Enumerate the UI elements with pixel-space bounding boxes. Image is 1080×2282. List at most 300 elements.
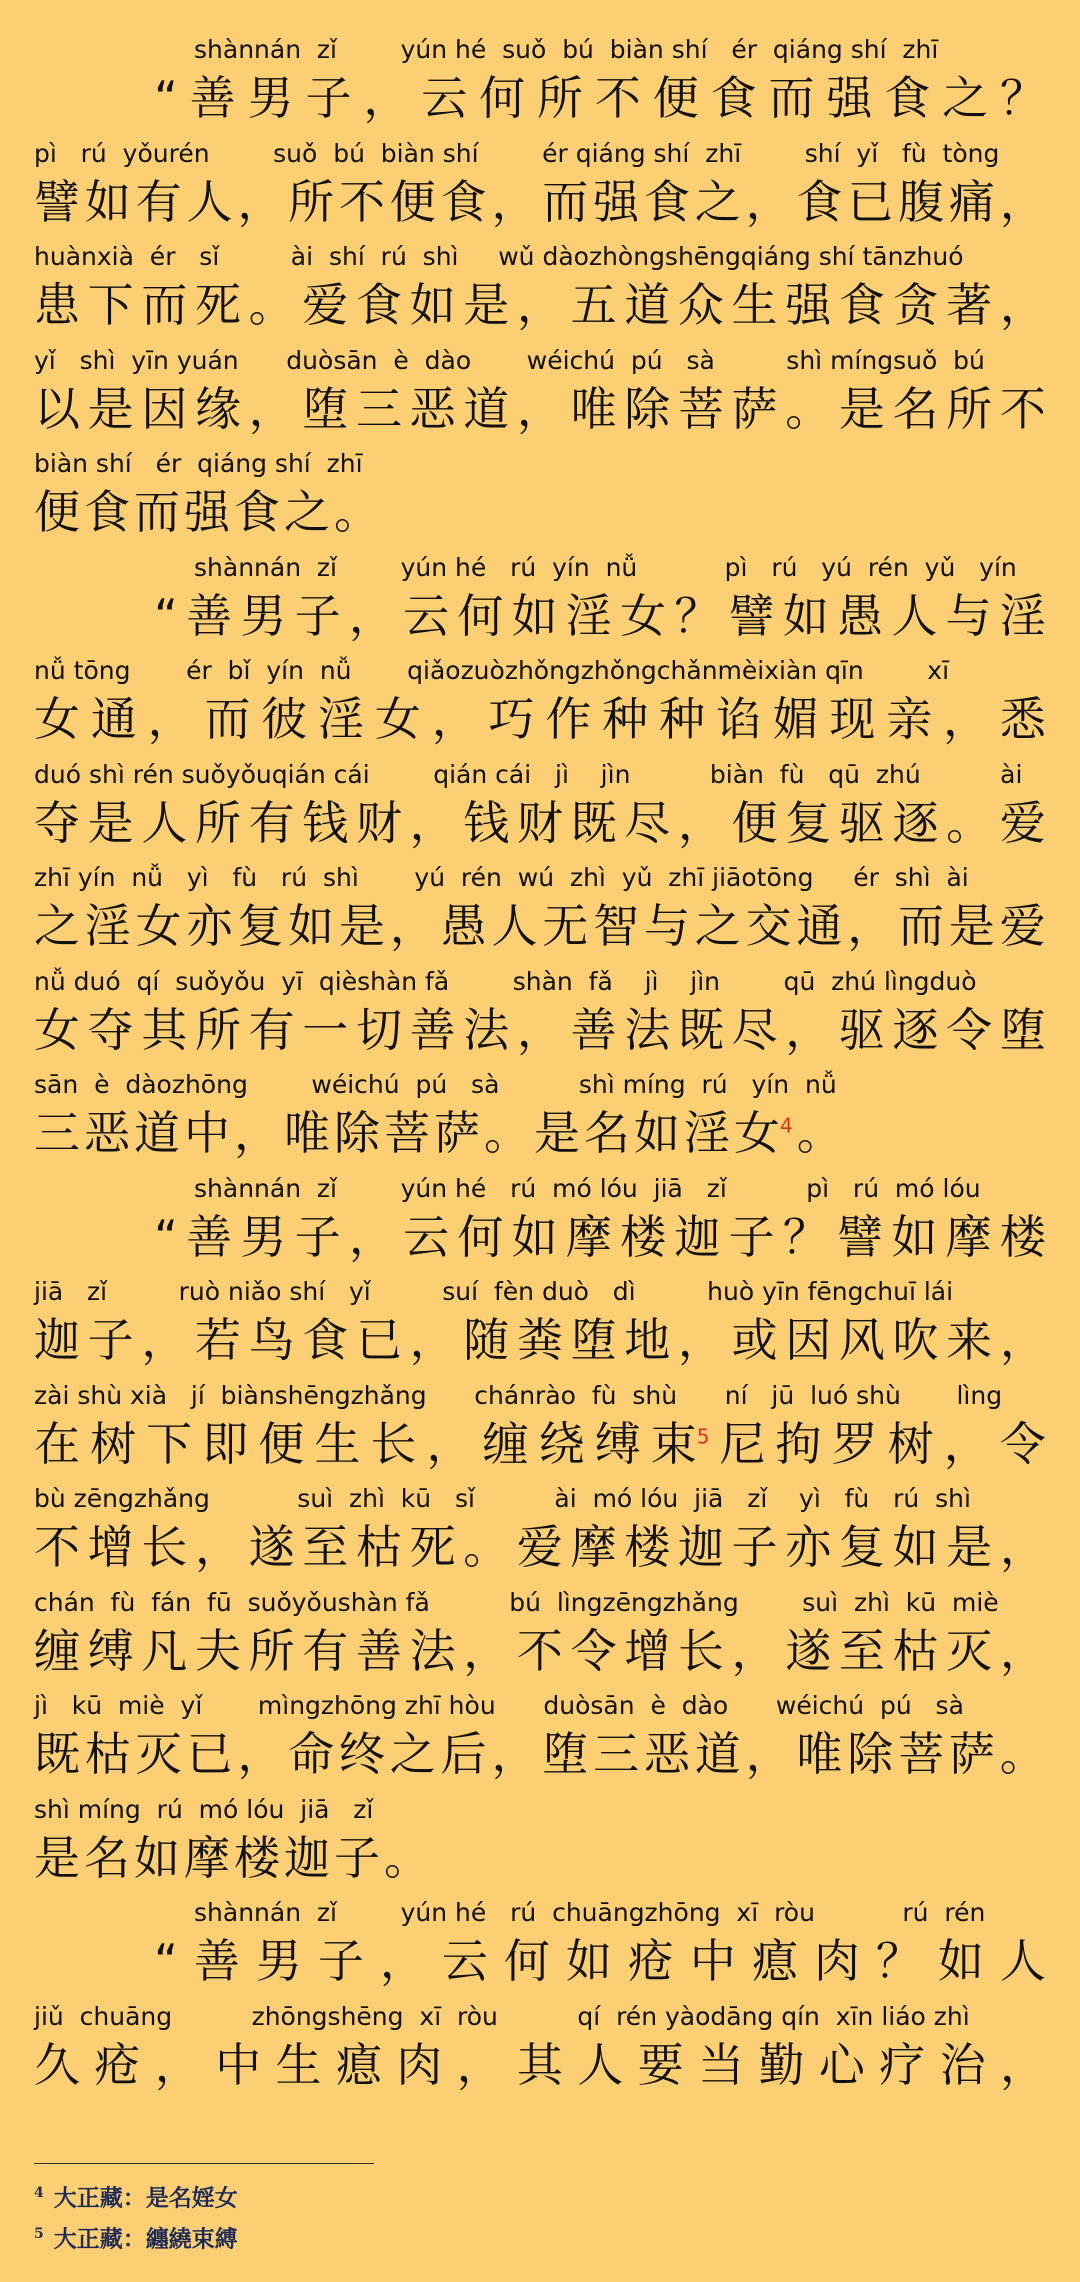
hanzi-char: 媚 <box>772 692 819 746</box>
hanzi-char: 摩 <box>945 1209 992 1264</box>
hanzi-char: 久 <box>34 2037 80 2092</box>
hanzi-char: 所 <box>946 381 993 436</box>
hanzi-char: 萨 <box>948 1727 995 1781</box>
hanzi-char: “ <box>154 71 178 125</box>
hanzi-char: 不 <box>594 71 641 125</box>
hanzi-line <box>34 1414 1046 1474</box>
hanzi-char: 云 <box>421 71 468 125</box>
hanzi-line <box>34 1103 1046 1163</box>
pinyin-line: shànnán zǐ yún hé rú chuāngzhōng xī ròu rú rén <box>194 1898 986 1927</box>
hanzi-char: 。 <box>248 278 295 332</box>
hanzi-char: 绕 <box>538 1416 585 1471</box>
hanzi-char: 疮 <box>627 1934 674 1988</box>
hanzi-char: 恶 <box>409 381 456 436</box>
hanzi-char: 勤 <box>758 2037 805 2092</box>
pinyin-line: sān è dàozhōng wéichú pú sà shì míng rú yín nǚ <box>34 1070 837 1099</box>
hanzi-char: 其 <box>517 2037 563 2092</box>
hanzi-char: 驱 <box>838 1002 885 1057</box>
hanzi-char: 缠 <box>34 1623 80 1678</box>
hanzi-char: ？ <box>875 1934 922 1988</box>
hanzi-line <box>154 586 1046 646</box>
hanzi-char: ， <box>234 1106 280 1160</box>
hanzi-char: 有 <box>135 174 182 229</box>
hanzi-char: 地 <box>624 1313 671 1367</box>
hanzi-line <box>34 172 1046 232</box>
hanzi-char: 楼 <box>620 1209 667 1264</box>
hanzi-char: 患 <box>34 278 80 332</box>
hanzi-char: 恶 <box>84 1106 130 1160</box>
hanzi-char: 下 <box>87 278 134 332</box>
hanzi-char: 谄 <box>715 692 762 746</box>
hanzi-char: ， <box>237 174 284 229</box>
hanzi-char: 既 <box>34 1727 80 1781</box>
hanzi-char: 而 <box>898 899 945 953</box>
hanzi-char: 中 <box>215 2037 262 2092</box>
hanzi-line <box>34 1724 1046 1784</box>
hanzi-char: ， <box>456 2037 503 2092</box>
hanzi-char: 萨 <box>731 381 778 436</box>
hanzi-char: 如 <box>891 1209 938 1264</box>
hanzi-char: 何 <box>457 588 504 643</box>
hanzi-char: 。 <box>999 1727 1046 1781</box>
hanzi-char: 夺 <box>87 1002 134 1057</box>
hanzi-char: ， <box>516 278 563 332</box>
hanzi-char: 淫 <box>999 588 1046 643</box>
hanzi-char: 而 <box>768 71 815 125</box>
hanzi-char: 善 <box>193 1934 240 1988</box>
hanzi-char: 道 <box>624 278 671 332</box>
hanzi-char: 如 <box>288 899 335 953</box>
hanzi-char: 中 <box>689 1934 736 1988</box>
hanzi-char: 因 <box>785 1313 832 1367</box>
hanzi-char: 子 <box>317 1934 364 1988</box>
hanzi-char: 如 <box>782 588 829 643</box>
text-line <box>34 444 1046 544</box>
hanzi-char: 遂 <box>248 1520 295 1574</box>
hanzi-char: 腹 <box>898 174 945 229</box>
hanzi-char: ， <box>491 174 538 229</box>
hanzi-char: 当 <box>698 2037 745 2092</box>
hanzi-char: ， <box>348 588 395 643</box>
hanzi-char: 著 <box>946 278 993 332</box>
hanzi-char: 不 <box>338 174 385 229</box>
hanzi-char: ， <box>1000 2037 1046 2092</box>
hanzi-char: 而 <box>134 485 180 539</box>
pinyin-line: nǚ tōng ér bǐ yín nǚ qiǎozuòzhǒngzhǒngchǎnmèixiàn qīn xī <box>34 656 950 685</box>
hanzi-char: 凡 <box>141 1623 188 1678</box>
hanzi-char: 缘 <box>194 381 241 436</box>
hanzi-char: ， <box>409 795 456 850</box>
hanzi-char: 如 <box>565 1934 612 1988</box>
pinyin-line: jiā zǐ ruò niǎo shí yǐ suí fèn duò dì huò yīn fēngchuī lái <box>34 1277 954 1306</box>
text-line <box>34 1893 1046 1993</box>
hanzi-char: 三 <box>34 1106 80 1160</box>
hanzi-char: 逐 <box>892 1002 939 1057</box>
hanzi-char: 淫 <box>84 899 131 953</box>
hanzi-char: 命 <box>288 1727 335 1781</box>
hanzi-char: 。 <box>785 381 832 436</box>
footnote-text: 大正藏：纏繞束縛 <box>53 2225 238 2253</box>
hanzi-char: ， <box>348 1209 395 1264</box>
hanzi-char: 尽 <box>624 795 671 850</box>
hanzi-char: ， <box>999 1520 1046 1574</box>
hanzi-char: 终 <box>338 1727 385 1781</box>
hanzi-line <box>34 896 1046 956</box>
hanzi-char: 何 <box>457 1209 504 1264</box>
hanzi-char: ， <box>516 1002 563 1057</box>
hanzi-char: 便 <box>34 485 80 539</box>
hanzi-char: 善 <box>570 1002 617 1057</box>
hanzi-char: 女 <box>620 588 667 643</box>
hanzi-char: ， <box>431 692 478 746</box>
hanzi-char: ， <box>745 1727 792 1781</box>
hanzi-char: 疮 <box>94 2037 141 2092</box>
pinyin-line: nǚ duó qí suǒyǒu yī qièshàn fǎ shàn fǎ jì jìn qū zhú lìngduò <box>34 966 977 996</box>
hanzi-char: ， <box>999 1623 1046 1678</box>
hanzi-char: ， <box>677 795 724 850</box>
hanzi-char: 交 <box>745 899 792 953</box>
hanzi-char: 人 <box>186 174 233 229</box>
hanzi-line <box>34 482 1046 542</box>
hanzi-char: 。 <box>463 1520 510 1574</box>
hanzi-char: ， <box>491 1727 538 1781</box>
hanzi-char: 道 <box>134 1106 180 1160</box>
hanzi-char: 子 <box>305 71 352 125</box>
hanzi-char: 树 <box>90 1416 137 1471</box>
hanzi-char: 以 <box>34 381 80 436</box>
hanzi-char: 强 <box>184 485 230 539</box>
hanzi-char: ， <box>943 692 989 746</box>
text-line <box>34 1583 1046 1683</box>
hanzi-char: 亦 <box>186 899 233 953</box>
hanzi-char: 是 <box>946 1520 993 1574</box>
text-line <box>34 1686 1046 1786</box>
hanzi-line <box>34 1621 1046 1681</box>
hanzi-char: ， <box>363 71 410 125</box>
hanzi-char: 除 <box>847 1727 894 1781</box>
hanzi-char: 迦 <box>677 1520 724 1574</box>
hanzi-char: ， <box>147 692 194 746</box>
hanzi-char: ， <box>248 381 295 436</box>
pinyin-line: biàn shí ér qiáng shí zhī <box>34 449 363 478</box>
hanzi-char: 是 <box>34 1830 80 1885</box>
hanzi-char: 便 <box>731 795 778 850</box>
hanzi-char: 而 <box>141 278 188 332</box>
hanzi-line <box>34 275 1046 335</box>
hanzi-char: 树 <box>887 1416 934 1471</box>
hanzi-char: 心 <box>818 2037 865 2092</box>
text-line <box>34 1790 1046 1890</box>
hanzi-char: 三 <box>355 381 402 436</box>
hanzi-char: 枯 <box>355 1520 402 1574</box>
hanzi-char: 唯 <box>570 381 617 436</box>
hanzi-char: 死 <box>194 278 241 332</box>
hanzi-char: 尼 <box>719 1416 766 1471</box>
hanzi-char: 悉 <box>999 692 1046 746</box>
hanzi-char: 子 <box>334 1830 380 1885</box>
hanzi-char: 。 <box>484 1106 530 1160</box>
hanzi-char: 长 <box>677 1623 724 1678</box>
hanzi-char: ？ <box>782 1209 829 1264</box>
hanzi-char: 食 <box>710 71 757 125</box>
hanzi-char: 子 <box>294 1209 341 1264</box>
hanzi-char: “ <box>154 588 178 643</box>
hanzi-char: 瘜 <box>335 2037 382 2092</box>
hanzi-char: 来 <box>946 1313 993 1367</box>
hanzi-char: 尽 <box>731 1002 778 1057</box>
hanzi-char: 驱 <box>838 795 885 850</box>
pinyin-line: shànnán zǐ yún hé rú yín nǚ pì rú yú rén yǔ yín <box>194 552 1017 582</box>
hanzi-char: 财 <box>516 795 563 850</box>
hanzi-char: ？ <box>674 588 721 643</box>
hanzi-char: 唯 <box>796 1727 843 1781</box>
hanzi-char: 死 <box>409 1520 456 1574</box>
footnote-text: 大正藏：是名婬女 <box>53 2184 238 2212</box>
hanzi-char: 强 <box>785 278 832 332</box>
hanzi-char: 堕 <box>999 1002 1046 1057</box>
hanzi-char: 增 <box>624 1623 671 1678</box>
hanzi-char: 肉 <box>396 2037 443 2092</box>
hanzi-char: 钱 <box>463 795 510 850</box>
pinyin-line: zài shù xià jí biànshēngzhǎng chánrào fù shù ní jū luó shù lìng <box>34 1380 1003 1410</box>
hanzi-char: 三 <box>593 1727 640 1781</box>
hanzi-char: 至 <box>302 1520 349 1574</box>
hanzi-char: 众 <box>677 278 724 332</box>
hanzi-char: 逐 <box>892 795 939 850</box>
hanzi-char: 善 <box>355 1623 402 1678</box>
hanzi-char: 是 <box>338 899 385 953</box>
hanzi-char: 。 <box>946 795 993 850</box>
hanzi-char: 譬 <box>837 1209 884 1264</box>
hanzi-char: 子 <box>294 588 341 643</box>
hanzi-char: 有 <box>248 795 295 850</box>
hanzi-char: 缠 <box>482 1416 529 1471</box>
pinyin-line: jiǔ chuāng zhōngshēng xī ròu qí rén yàodāng qín xīn liáo zhì <box>34 2001 970 2031</box>
hanzi-char: 楼 <box>624 1520 671 1574</box>
hanzi-char: 夫 <box>194 1623 241 1678</box>
hanzi-char: 迦 <box>34 1313 80 1367</box>
hanzi-char: 食 <box>84 485 130 539</box>
hanzi-char: 生 <box>731 278 778 332</box>
hanzi-line <box>34 379 1046 439</box>
hanzi-char: 法 <box>624 1002 671 1057</box>
hanzi-char: 罗 <box>831 1416 878 1471</box>
text-line <box>34 755 1046 855</box>
pinyin-line: chán fù fán fū suǒyǒushàn fǎ bú lìngzēngzhǎng suì zhì kū miè <box>34 1587 999 1617</box>
hanzi-char: 法 <box>463 1002 510 1057</box>
hanzi-char: 不 <box>999 381 1046 436</box>
hanzi-char: 摩 <box>570 1520 617 1574</box>
text-line <box>34 134 1046 234</box>
hanzi-char: 已 <box>186 1727 233 1781</box>
hanzi-char: 道 <box>694 1727 741 1781</box>
hanzi-char: 如 <box>892 1520 939 1574</box>
hanzi-char: 男 <box>240 1209 287 1264</box>
hanzi-char: 已 <box>355 1313 402 1367</box>
hanzi-char: ， <box>516 381 563 436</box>
hanzi-line <box>34 793 1046 853</box>
hanzi-char: 中 <box>184 1106 230 1160</box>
hanzi-char: 女$^4$ <box>734 1106 793 1160</box>
hanzi-char: 生 <box>275 2037 322 2092</box>
hanzi-char: ， <box>389 899 436 953</box>
hanzi-char: 善 <box>409 1002 456 1057</box>
hanzi-char: 子 <box>731 1520 778 1574</box>
hanzi-char: 淫 <box>565 588 612 643</box>
hanzi-char: 摩 <box>565 1209 612 1264</box>
hanzi-char: 即 <box>202 1416 249 1471</box>
hanzi-char: 除 <box>334 1106 380 1160</box>
text-line <box>34 1997 1046 2097</box>
hanzi-char: 是 <box>534 1106 580 1160</box>
hanzi-char: 愚 <box>440 899 487 953</box>
footnote-5 <box>34 2216 238 2252</box>
text-line <box>34 962 1046 1062</box>
hanzi-char: 食 <box>643 174 690 229</box>
hanzi-char: 而 <box>204 692 251 746</box>
hanzi-char: ， <box>999 174 1046 229</box>
hanzi-char: 而 <box>542 174 589 229</box>
hanzi-char: 堕 <box>302 381 349 436</box>
hanzi-char: 下 <box>146 1416 193 1471</box>
hanzi-char: 已 <box>847 174 894 229</box>
hanzi-char: 何 <box>503 1934 550 1988</box>
hanzi-char: 随 <box>463 1313 510 1367</box>
hanzi-char: 爱 <box>999 795 1046 850</box>
hanzi-char: 不 <box>34 1520 80 1574</box>
hanzi-char: 是 <box>948 899 995 953</box>
hanzi-char: 楼 <box>234 1830 280 1885</box>
hanzi-char: 与 <box>945 588 992 643</box>
hanzi-char: 云 <box>403 588 450 643</box>
text-line <box>34 651 1046 751</box>
pinyin-line: shì míng rú mó lóu jiā zǐ <box>34 1794 374 1824</box>
hanzi-char: 束$^5$ <box>650 1416 710 1471</box>
footnote-number: 5 <box>34 2226 44 2242</box>
pinyin-line: jì kū miè yǐ mìngzhōng zhī hòu duòsān è dào wéichú pú sà <box>34 1691 964 1720</box>
hanzi-char: 是 <box>87 381 134 436</box>
hanzi-char: 令 <box>570 1623 617 1678</box>
hanzi-char: 肉 <box>813 1934 860 1988</box>
hanzi-char: 譬 <box>728 588 775 643</box>
hanzi-char: ， <box>785 1002 832 1057</box>
pinyin-line: shànnán zǐ yún hé suǒ bú biàn shí ér qiáng shí zhī <box>194 35 939 64</box>
hanzi-char: 迦 <box>674 1209 721 1264</box>
hanzi-char: 复 <box>237 899 284 953</box>
hanzi-char: 鸟 <box>248 1313 295 1367</box>
hanzi-char: 之 <box>34 899 80 953</box>
hanzi-char: ？ <box>999 71 1046 125</box>
hanzi-char: 通 <box>796 899 843 953</box>
hanzi-char: 人 <box>891 588 938 643</box>
hanzi-char: ， <box>745 174 792 229</box>
hanzi-char: 种 <box>602 692 649 746</box>
hanzi-char: 智 <box>593 899 640 953</box>
hanzi-char: 钱 <box>302 795 349 850</box>
text-line <box>34 1169 1046 1269</box>
hanzi-char: 风 <box>838 1313 885 1367</box>
hanzi-char: 强 <box>826 71 873 125</box>
hanzi-char: 唯 <box>284 1106 330 1160</box>
hanzi-char: 生 <box>314 1416 361 1471</box>
text-line <box>34 341 1046 441</box>
hanzi-char: 淫 <box>318 692 365 746</box>
text-line <box>34 1272 1046 1372</box>
hanzi-char: 彼 <box>261 692 308 746</box>
hanzi-char: 之 <box>284 485 330 539</box>
hanzi-char: 。 <box>384 1830 430 1885</box>
hanzi-char: ， <box>943 1416 990 1471</box>
hanzi-char: 子 <box>728 1209 775 1264</box>
hanzi-char: 五 <box>570 278 617 332</box>
hanzi-char: 堕 <box>542 1727 589 1781</box>
hanzi-char: 食 <box>302 1313 349 1367</box>
hanzi-char: 有 <box>302 1623 349 1678</box>
hanzi-char: 夺 <box>34 795 80 850</box>
hanzi-char: 子 <box>87 1313 134 1367</box>
hanzi-char: 巧 <box>488 692 535 746</box>
hanzi-char: 。 <box>796 1106 843 1160</box>
hanzi-char: 缚 <box>594 1416 641 1471</box>
hanzi-line <box>34 689 1046 749</box>
hanzi-char: 萨 <box>434 1106 480 1160</box>
hanzi-char: 除 <box>624 381 671 436</box>
hanzi-char: 所 <box>194 795 241 850</box>
hanzi-char: 如 <box>511 588 558 643</box>
pinyin-line: duó shì rén suǒyǒuqián cái qián cái jì jìn biàn fù qū zhú ài <box>34 759 1023 789</box>
hanzi-char: 之 <box>694 174 741 229</box>
pinyin-line: zhī yín nǚ yì fù rú shì yú rén wú zhì yǔ zhī jiāotōng ér shì ài <box>34 863 969 892</box>
text-line <box>34 1376 1046 1476</box>
hanzi-char: 食 <box>440 174 487 229</box>
hanzi-char: 食 <box>355 278 402 332</box>
hanzi-char: ， <box>141 1313 188 1367</box>
hanzi-char: 长 <box>370 1416 417 1471</box>
hanzi-char: ， <box>237 1727 284 1781</box>
hanzi-char: 女 <box>34 692 80 746</box>
hanzi-line <box>154 1931 1046 1991</box>
hanzi-char: 治 <box>939 2037 986 2092</box>
hanzi-char: 便 <box>652 71 699 125</box>
hanzi-char: 其 <box>141 1002 188 1057</box>
pinyin-line: huànxià ér sǐ ài shí rú shì wǔ dàozhòngshēngqiáng shí tānzhuó <box>34 242 964 271</box>
hanzi-char: 强 <box>593 174 640 229</box>
hanzi-char: 菩 <box>677 381 724 436</box>
hanzi-char: 或 <box>731 1313 778 1367</box>
hanzi-char: 爱 <box>302 278 349 332</box>
hanzi-char: ， <box>154 2037 201 2092</box>
hanzi-char: 法 <box>409 1623 456 1678</box>
hanzi-char: 是 <box>87 795 134 850</box>
hanzi-char: 如 <box>511 1209 558 1264</box>
hanzi-line <box>34 1828 1046 1888</box>
hanzi-char: 之 <box>694 899 741 953</box>
hanzi-line <box>154 1207 1046 1267</box>
hanzi-char: ， <box>999 1313 1046 1367</box>
hanzi-char: 无 <box>542 899 589 953</box>
hanzi-char: 所 <box>288 174 335 229</box>
hanzi-char: 云 <box>441 1934 488 1988</box>
hanzi-char: 因 <box>141 381 188 436</box>
hanzi-char: 亲 <box>886 692 933 746</box>
hanzi-char: 吹 <box>892 1313 939 1367</box>
hanzi-char: 拘 <box>775 1416 822 1471</box>
hanzi-char: 恶 <box>643 1727 690 1781</box>
hanzi-char: 复 <box>785 795 832 850</box>
hanzi-char: 如 <box>84 174 131 229</box>
hanzi-char: 何 <box>479 71 526 125</box>
hanzi-char: ， <box>194 1520 241 1574</box>
